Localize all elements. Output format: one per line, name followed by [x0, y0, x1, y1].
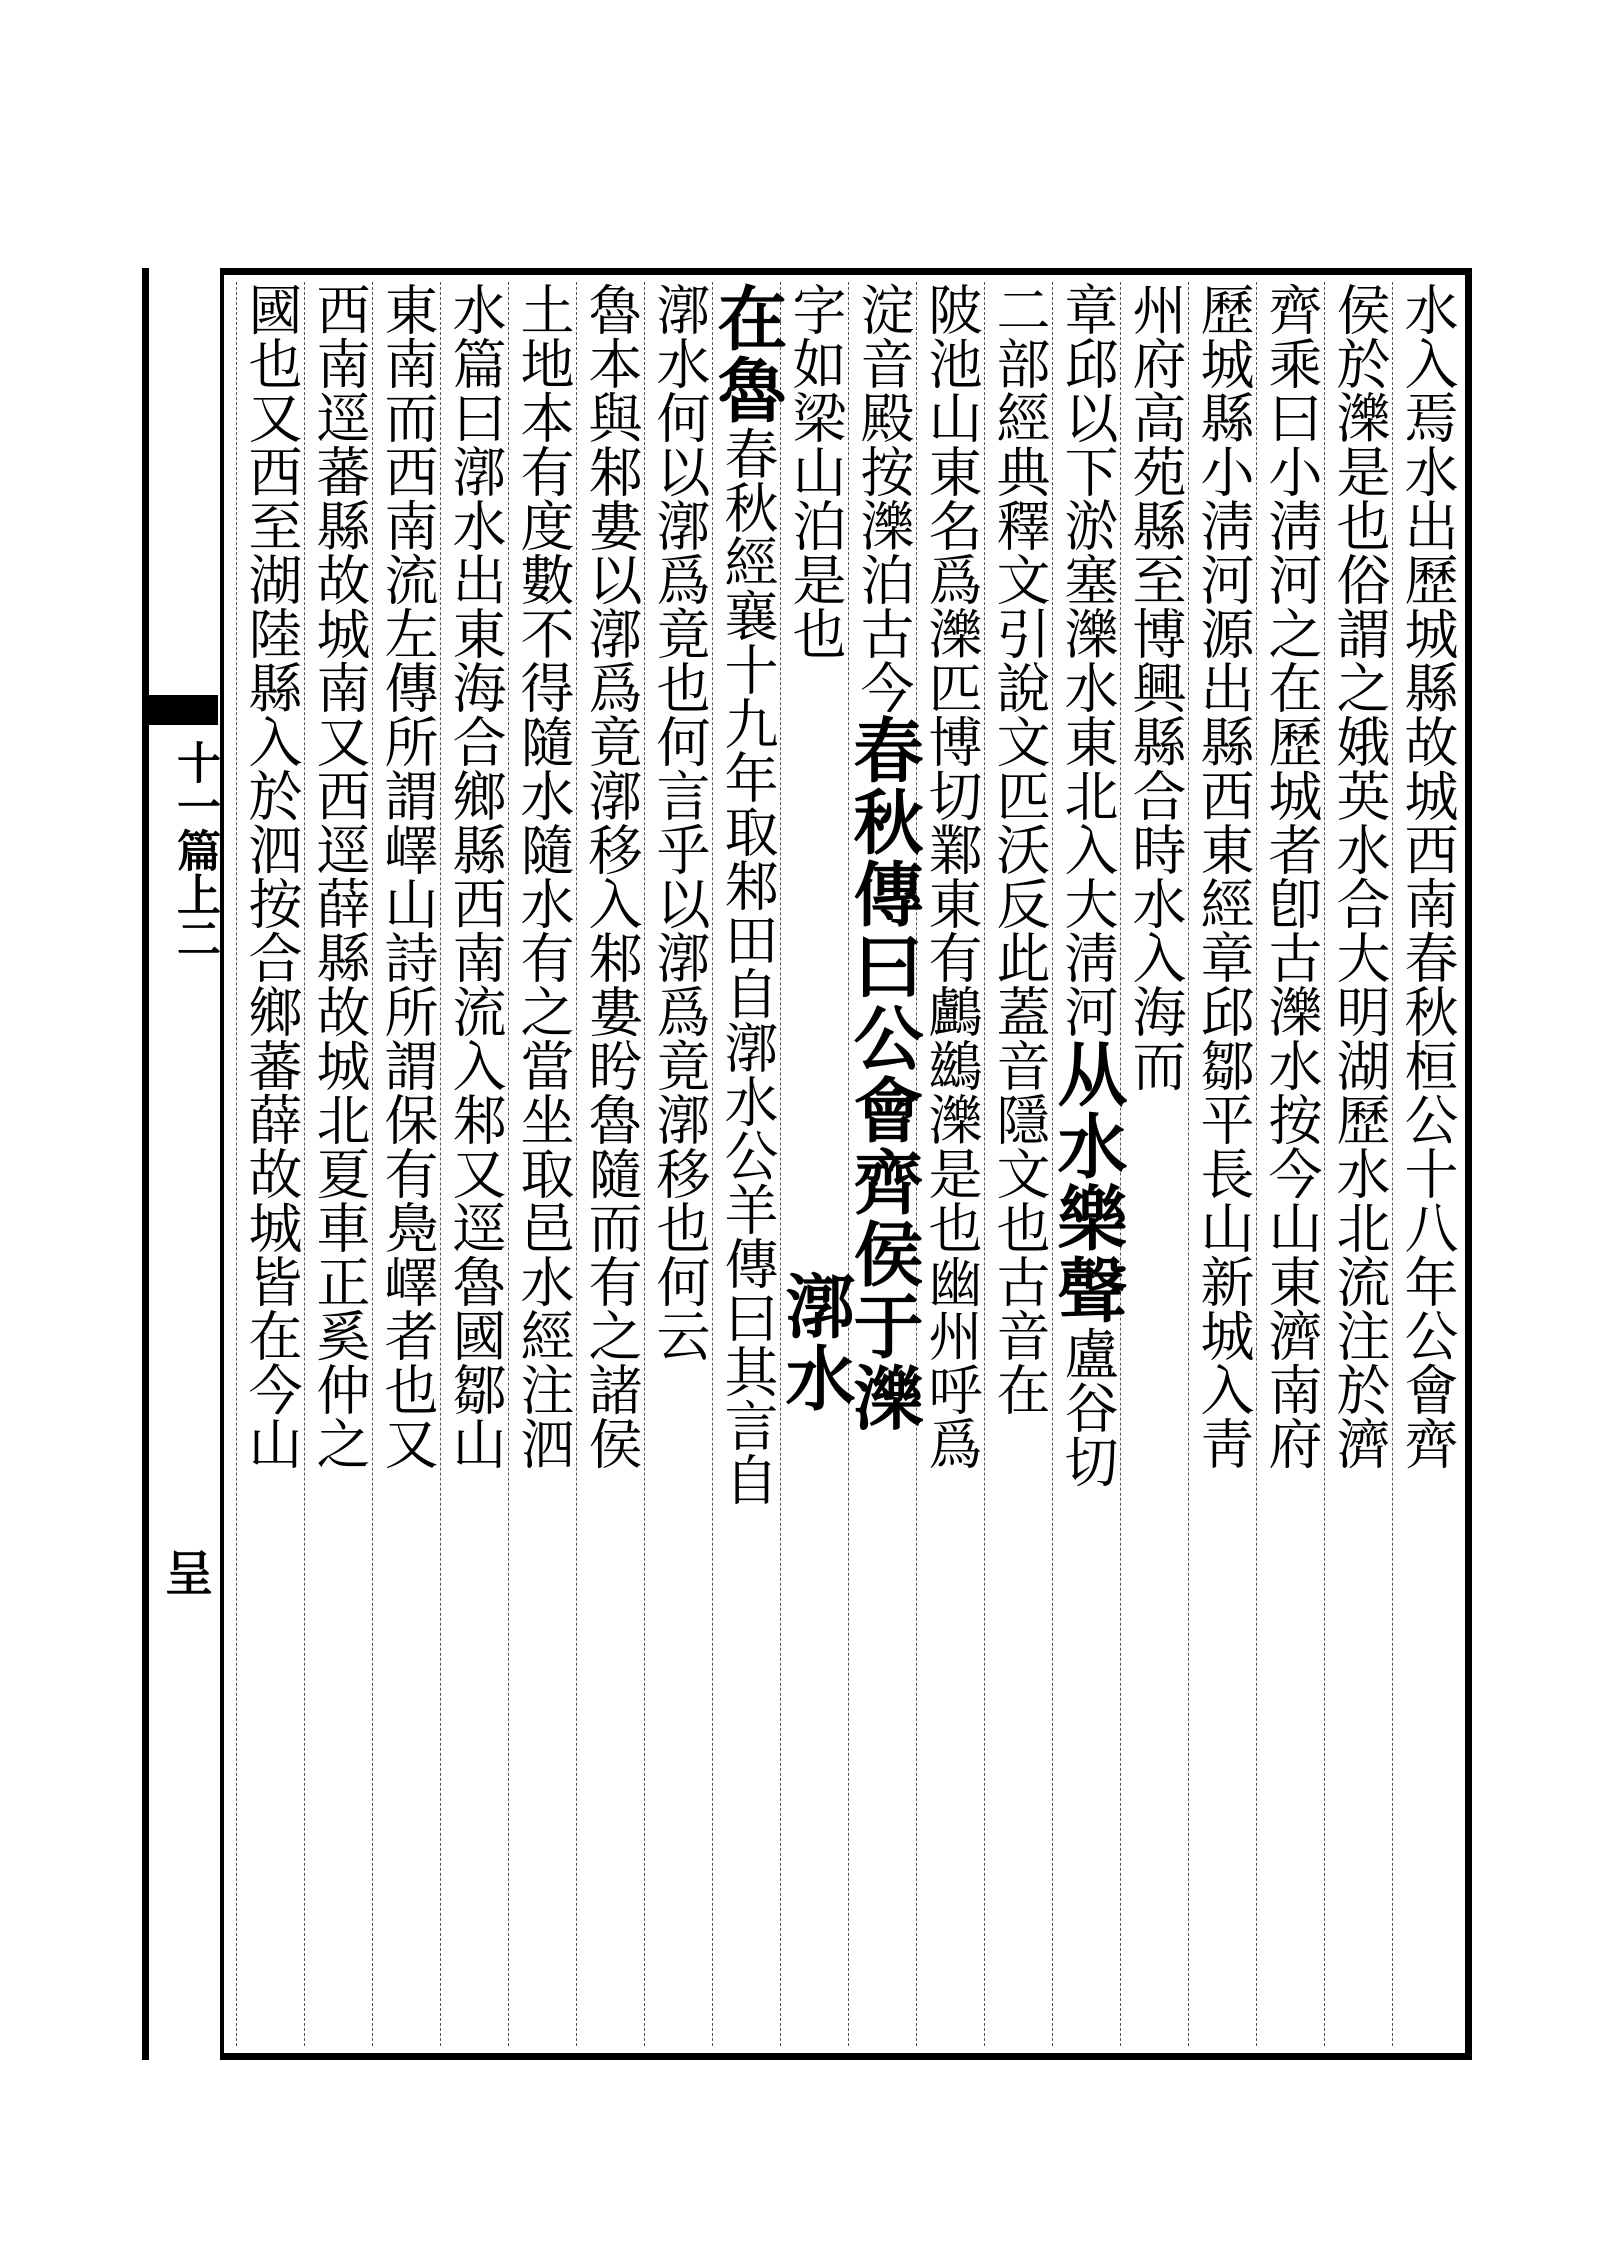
headword: 在魯 — [706, 282, 789, 426]
column-segment: 古音在 — [988, 1254, 1051, 1416]
text-column — [984, 282, 1052, 2046]
column-segment: 而 — [1124, 1038, 1187, 1092]
column-text: 陂池山東名爲濼匹博切鄴東有鸕鷀濼是也幽州呼爲 — [920, 282, 983, 1470]
column-segment: 春秋經襄十九年取邾田自漷水公羊傳曰其言自 — [716, 426, 779, 1506]
column-text — [1046, 282, 1129, 2042]
text-column — [1046, 282, 1129, 2046]
column-text: 齊乘曰小淸河之在歷城者卽古濼水按今山東濟南府 — [1260, 282, 1323, 1470]
fish-tail-mark — [148, 695, 218, 725]
book-gutter — [142, 268, 224, 2060]
column-segment: 淀音殿按濼泊古今 — [852, 282, 915, 714]
column-segment: 章邱以下淤塞濼水東北入大淸河 — [1056, 282, 1119, 1038]
text-column — [1324, 282, 1392, 2046]
column-segment: 字如梁山泊是也 — [784, 282, 847, 660]
page-number: 呈 — [165, 1546, 214, 1602]
column-segment: 盧谷切 — [1056, 1326, 1119, 1488]
text-column — [1120, 282, 1188, 2046]
column-text: 水篇曰漷水出東海合鄉縣西南流入邾又逕魯國鄒山 — [444, 282, 507, 1470]
column-text: 魯本與邾婁以漷爲竟漷移入邾婁盻魯隨而有之諸侯 — [580, 282, 643, 1470]
column-text: 漷水何以漷爲竟也何言乎以漷爲竟漷移也何云 — [648, 282, 711, 1362]
text-column — [842, 282, 925, 2046]
column-text: 侯於濼是也俗謂之娥英水合大明湖歷水北流注於濟 — [1328, 282, 1391, 1470]
text-column — [1256, 282, 1324, 2046]
headword: 从水樂聲 — [1046, 1038, 1129, 1326]
text-column — [706, 282, 789, 2046]
text-column — [440, 282, 508, 2046]
column-text: 東南而西南流左傳所謂嶧山詩所謂保有鳧嶧者也又 — [376, 282, 439, 1470]
text-column — [508, 282, 576, 2046]
chapter-label: 十一篇上二 — [169, 740, 220, 960]
column-text: 西南逕蕃縣故城南又西逕薛縣故城北夏車正奚仲之 — [308, 282, 371, 1470]
text-column — [1188, 282, 1256, 2046]
text-column — [236, 282, 304, 2046]
column-text — [1121, 282, 1189, 2042]
column-segment: 二部經典釋文引說文匹沃反此蓋音隱文也 — [988, 282, 1051, 1254]
column-text: 土地本有度數不得隨水隨水有之當坐取邑水經注泗 — [512, 282, 575, 1470]
text-column — [576, 282, 644, 2046]
text-column — [916, 282, 984, 2046]
text-column — [304, 282, 372, 2046]
text-column — [644, 282, 712, 2046]
text-column — [1392, 282, 1460, 2046]
column-text — [774, 282, 857, 2042]
column-segment: 州府高苑縣至博興縣合時水入海 — [1124, 282, 1187, 1038]
text-column — [372, 282, 440, 2046]
column-text — [706, 282, 789, 2042]
column-text — [842, 282, 925, 2042]
headword: 春秋傳曰公會齊侯于濼 — [842, 714, 925, 1434]
main-text — [232, 282, 1460, 2046]
column-text: 水入焉水出歷城縣故城西南春秋桓公十八年公會齊 — [1396, 282, 1459, 1470]
column-text: 國也又西至湖陸縣入於泗按合鄉蕃薛故城皆在今山 — [240, 282, 303, 1470]
text-column — [774, 282, 857, 2046]
column-text — [985, 282, 1053, 2042]
headword: 漷水 — [774, 1270, 857, 1414]
column-text: 歷城縣小淸河源出縣西東經章邱鄒平長山新城入靑 — [1192, 282, 1255, 1470]
